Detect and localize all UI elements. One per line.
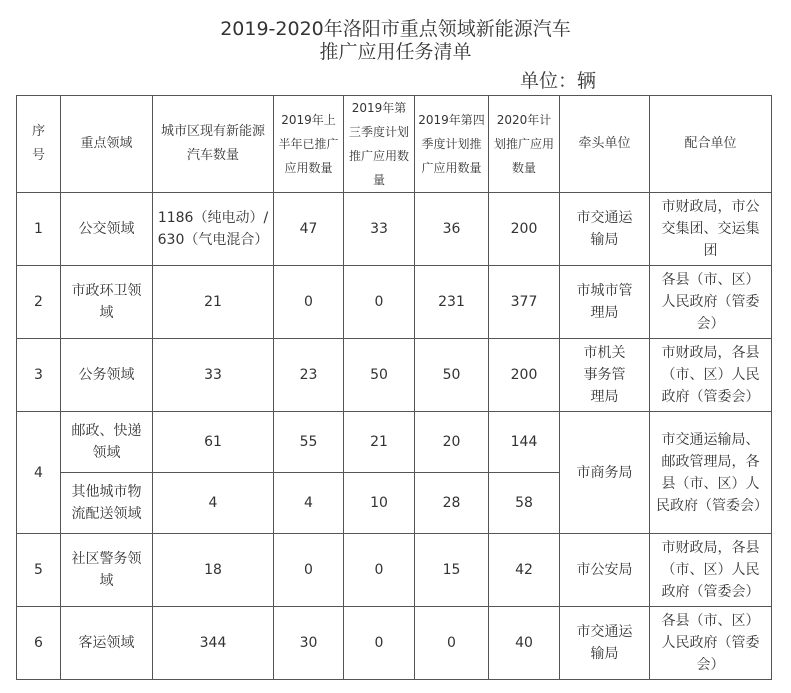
header-existing: 城市区现有新能源汽车数量 xyxy=(153,96,274,193)
cell-field: 其他城市物流配送领域 xyxy=(61,473,153,534)
header-q3-2019: 2019年第三季度计划推广应用数量 xyxy=(344,96,415,193)
cell-seq: 4 xyxy=(17,412,61,534)
cell-plan-2020: 200 xyxy=(489,339,560,412)
cell-lead: 市交通运输局 xyxy=(560,607,650,680)
unit-label: 单位：辆 xyxy=(520,70,597,92)
cell-q4-2019: 15 xyxy=(415,534,489,607)
cell-q4-2019: 0 xyxy=(415,607,489,680)
table-row xyxy=(17,412,772,473)
cell-lead: 市城市管理局 xyxy=(560,266,650,339)
cell-existing: 21 xyxy=(153,266,274,339)
cell-h1-2019: 0 xyxy=(274,266,344,339)
cell-h1-2019: 30 xyxy=(274,607,344,680)
table-header-row xyxy=(17,96,772,193)
cell-q4-2019: 28 xyxy=(415,473,489,534)
cell-plan-2020: 144 xyxy=(489,412,560,473)
cell-field: 社区警务领域 xyxy=(61,534,153,607)
cell-coop: 市财政局，市公交集团、交运集团 xyxy=(650,193,772,266)
cell-h1-2019: 55 xyxy=(274,412,344,473)
cell-coop: 各县（市、区）人民政府（管委会） xyxy=(650,266,772,339)
cell-h1-2019: 47 xyxy=(274,193,344,266)
cell-existing: 61 xyxy=(153,412,274,473)
task-table xyxy=(16,95,772,680)
cell-coop: 市财政局，各县（市、区）人民政府（管委会） xyxy=(650,339,772,412)
cell-q4-2019: 231 xyxy=(415,266,489,339)
cell-lead: 市商务局 xyxy=(560,412,650,534)
header-h1-2019: 2019年上半年已推广应用数量 xyxy=(274,96,344,193)
cell-plan-2020: 377 xyxy=(489,266,560,339)
title-line-2: 推广应用任务清单 xyxy=(319,41,472,63)
cell-q3-2019: 50 xyxy=(344,339,415,412)
document-title xyxy=(0,18,791,64)
header-field: 重点领域 xyxy=(61,96,153,193)
table-row xyxy=(17,339,772,412)
cell-q3-2019: 21 xyxy=(344,412,415,473)
header-q4-2019: 2019年第四季度计划推广应用数量 xyxy=(415,96,489,193)
cell-q3-2019: 10 xyxy=(344,473,415,534)
cell-coop: 市财政局，各县（市、区）人民政府（管委会） xyxy=(650,534,772,607)
cell-q4-2019: 36 xyxy=(415,193,489,266)
header-plan-2020: 2020年计划推广应用数量 xyxy=(489,96,560,193)
cell-q4-2019: 50 xyxy=(415,339,489,412)
table-row xyxy=(17,607,772,680)
cell-plan-2020: 42 xyxy=(489,534,560,607)
cell-existing: 33 xyxy=(153,339,274,412)
cell-h1-2019: 0 xyxy=(274,534,344,607)
cell-seq: 6 xyxy=(17,607,61,680)
cell-seq: 3 xyxy=(17,339,61,412)
cell-lead: 市公安局 xyxy=(560,534,650,607)
cell-q3-2019: 0 xyxy=(344,266,415,339)
cell-field: 邮政、快递领域 xyxy=(61,412,153,473)
header-coop: 配合单位 xyxy=(650,96,772,193)
table-row xyxy=(17,266,772,339)
cell-plan-2020: 200 xyxy=(489,193,560,266)
cell-h1-2019: 23 xyxy=(274,339,344,412)
table-row xyxy=(17,534,772,607)
cell-field: 公交领域 xyxy=(61,193,153,266)
cell-plan-2020: 40 xyxy=(489,607,560,680)
cell-h1-2019: 4 xyxy=(274,473,344,534)
cell-q3-2019: 33 xyxy=(344,193,415,266)
cell-existing: 4 xyxy=(153,473,274,534)
cell-field: 市政环卫领域 xyxy=(61,266,153,339)
cell-coop: 各县（市、区）人民政府（管委会） xyxy=(650,607,772,680)
cell-existing: 344 xyxy=(153,607,274,680)
header-seq: 序号 xyxy=(17,96,61,193)
cell-existing: 1186（纯电动）/630（气电混合） xyxy=(153,193,274,266)
cell-lead: 市机关事务管理局 xyxy=(560,339,650,412)
table-row xyxy=(17,193,772,266)
cell-seq: 2 xyxy=(17,266,61,339)
cell-existing: 18 xyxy=(153,534,274,607)
cell-lead: 市交通运输局 xyxy=(560,193,650,266)
cell-q4-2019: 20 xyxy=(415,412,489,473)
cell-q3-2019: 0 xyxy=(344,607,415,680)
header-lead: 牵头单位 xyxy=(560,96,650,193)
cell-coop: 市交通运输局、邮政管理局，各县（市、区）人民政府（管委会） xyxy=(650,412,772,534)
cell-q3-2019: 0 xyxy=(344,534,415,607)
title-line-1: 2019-2020年洛阳市重点领域新能源汽车 xyxy=(220,18,571,40)
cell-seq: 1 xyxy=(17,193,61,266)
cell-seq: 5 xyxy=(17,534,61,607)
cell-plan-2020: 58 xyxy=(489,473,560,534)
cell-field: 客运领域 xyxy=(61,607,153,680)
cell-field: 公务领域 xyxy=(61,339,153,412)
